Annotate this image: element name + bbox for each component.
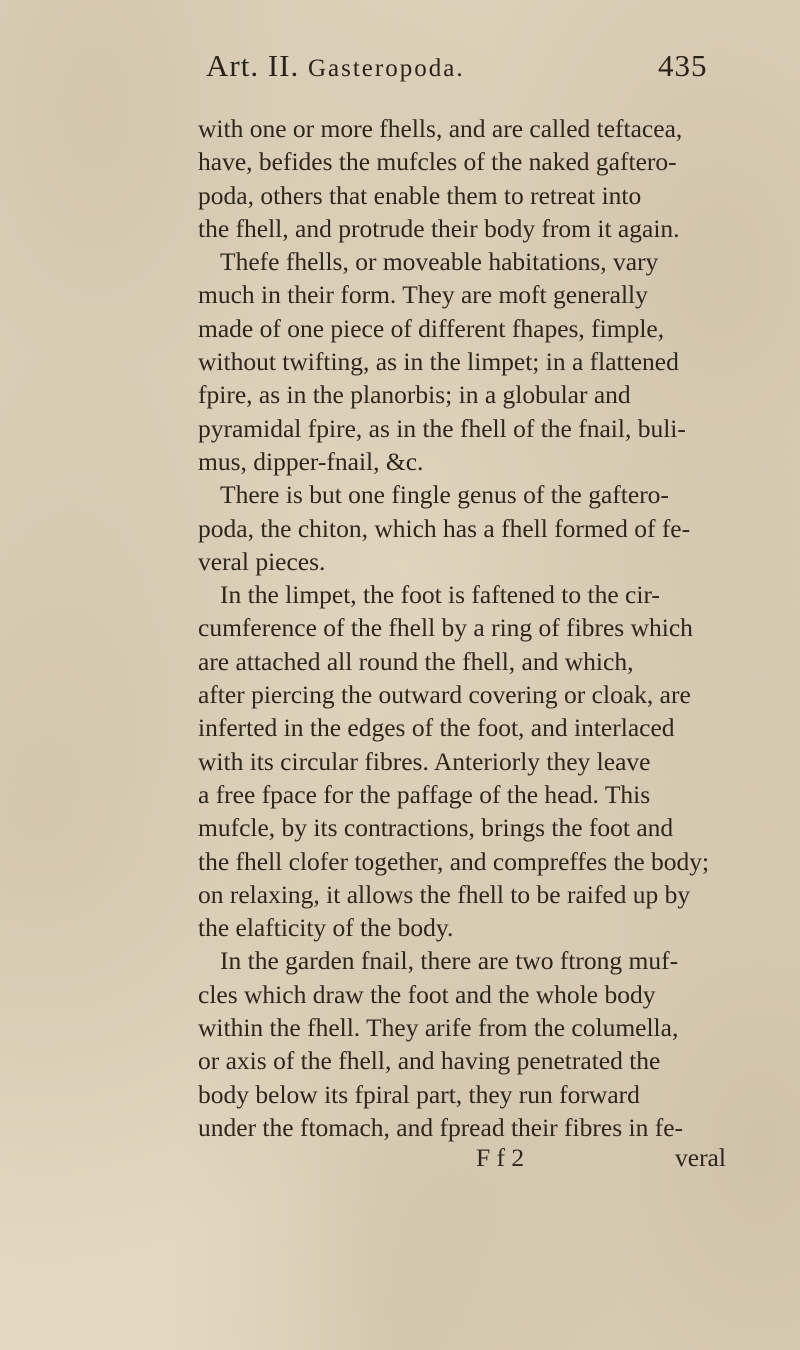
text-line: with one or more fhells, and are called teftacea, bbox=[198, 114, 683, 143]
text-line: In the garden fnail, there are two ftrong muf- bbox=[220, 946, 679, 976]
body-text bbox=[198, 112, 758, 1144]
text-line: In the limpet, the foot is faftened to the cir- bbox=[220, 580, 660, 610]
text-line: on relaxing, it allows the fhell to be raifed up by bbox=[198, 879, 691, 909]
text-line: with its circular fibres. Anteriorly they leave bbox=[198, 746, 651, 776]
text-line: fpire, as in the planorbis; in a globular and bbox=[198, 380, 631, 410]
text-line: the fhell clofer together, and compreffes the body; bbox=[198, 846, 710, 876]
page-number: 435 bbox=[658, 48, 708, 83]
text-line: after piercing the outward covering or cloak, are bbox=[198, 680, 691, 710]
text-line: have, befides the mufcles of the naked gaftero- bbox=[198, 147, 677, 177]
signature-mark: F f 2 bbox=[476, 1143, 525, 1172]
text-line: mus, dipper-fnail, &c. bbox=[198, 446, 424, 476]
running-head bbox=[206, 48, 465, 84]
text-line: Thefe fhells, or moveable habitations, vary bbox=[220, 247, 659, 277]
text-line: inferted in the edges of the foot, and interlaced bbox=[198, 713, 675, 743]
catchword: veral bbox=[675, 1143, 726, 1172]
page-header bbox=[206, 48, 746, 98]
text-line: much in their form. They are moft generally bbox=[198, 280, 648, 310]
text-line: cles which draw the foot and the whole body bbox=[198, 979, 656, 1009]
text-line: mufcle, by its contractions, brings the foot and bbox=[198, 813, 674, 843]
text-line: are attached all round the fhell, and which, bbox=[198, 646, 634, 676]
text-line: poda, others that enable them to retreat into bbox=[198, 180, 642, 210]
text-line: without twifting, as in the limpet; in a flattened bbox=[198, 347, 679, 377]
text-line: under the ftomach, and fpread their fibres in fe- bbox=[198, 1112, 683, 1142]
text-line: pyramidal fpire, as in the fhell of the fnail, buli- bbox=[198, 413, 686, 443]
text-line: or axis of the fhell, and having penetrated the bbox=[198, 1046, 661, 1076]
text-line: made of one piece of different fhapes, fimple, bbox=[198, 313, 665, 343]
text-line: a free fpace for the paffage of the head. This bbox=[198, 779, 651, 809]
running-head-prefix: Art. II. bbox=[206, 48, 308, 83]
text-line: body below its fpiral part, they run forward bbox=[198, 1079, 640, 1109]
text-line: within the fhell. They arife from the columella, bbox=[198, 1013, 679, 1043]
text-line: veral pieces. bbox=[198, 546, 326, 576]
text-line: poda, the chiton, which has a fhell formed of fe- bbox=[198, 513, 691, 543]
text-line: cumference of the fhell by a ring of fibres which bbox=[198, 613, 693, 643]
text-line: the elafticity of the body. bbox=[198, 913, 454, 943]
text-line: the fhell, and protrude their body from it again. bbox=[198, 213, 680, 243]
page-footer bbox=[198, 1143, 758, 1177]
running-head-title: Gasteropoda. bbox=[307, 55, 465, 82]
text-line: There is but one fingle genus of the gaftero- bbox=[220, 480, 669, 510]
